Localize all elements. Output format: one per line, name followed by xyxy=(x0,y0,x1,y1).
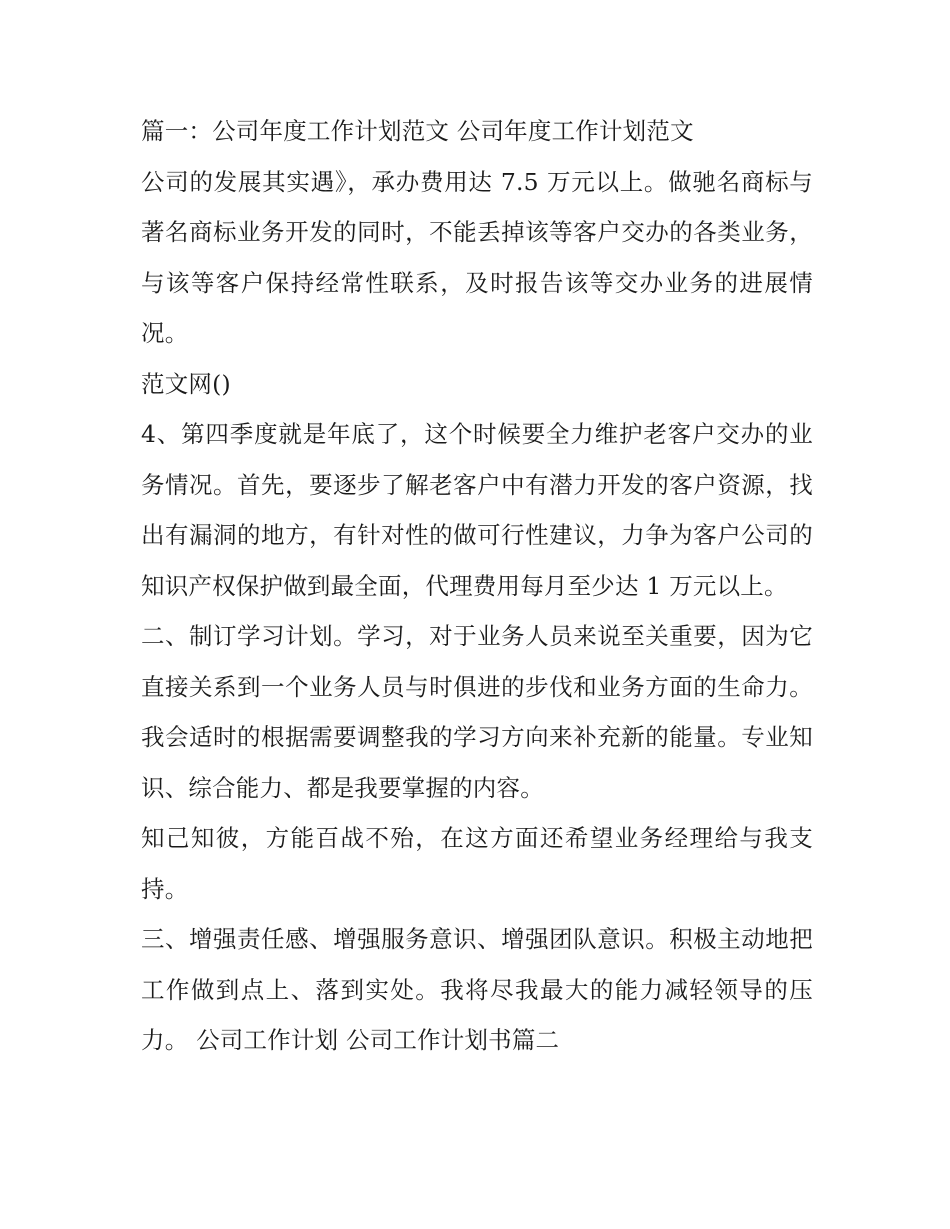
paragraph-trademark-business: 公司的发展其实遇》，承办费用达 7.5 万元以上。做驰名商标与著名商标业务开发的同时，不能丢掉该等客户交办的各类业务，与该等客户保持经常性联系，及时报告该等交办业务的进展情况。 xyxy=(141,167,813,347)
paragraph-study-plan: 二、制订学习计划。学习，对于业务人员来说至关重要，因为它直接关系到一个业务人员与时俱进的步伐和业务方面的生命力。我会适时的根据需要调整我的学习方向来补充新的能量。专业知识、综合能力、都是我要掌握的内容。 xyxy=(141,622,813,802)
paragraph-source: 范文网() xyxy=(141,369,231,398)
paragraph-fourth-quarter: 4、第四季度就是年底了，这个时候要全力维护老客户交办的业务情况。首先，要逐步了解老客户中有潜力开发的客户资源，找出有漏洞的地方，有针对性的做可行性建议，力争为客户公司的知识产权保护做到最全面，代理费用每月至少达 1 万元以上。 xyxy=(141,420,813,600)
document-body xyxy=(141,106,813,1066)
paragraph-know-yourself: 知己知彼，方能百战不殆，在这方面还希望业务经理给与我支持。 xyxy=(141,824,813,903)
paragraph-title: 篇一：公司年度工作计划范文 公司年度工作计划范文 xyxy=(141,117,694,145)
paragraph-responsibility: 三、增强责任感、增强服务意识、增强团队意识。积极主动地把工作做到点上、落到实处。我将尽我最大的能力减轻领导的压力。 公司工作计划 公司工作计划书篇二 xyxy=(141,925,813,1054)
